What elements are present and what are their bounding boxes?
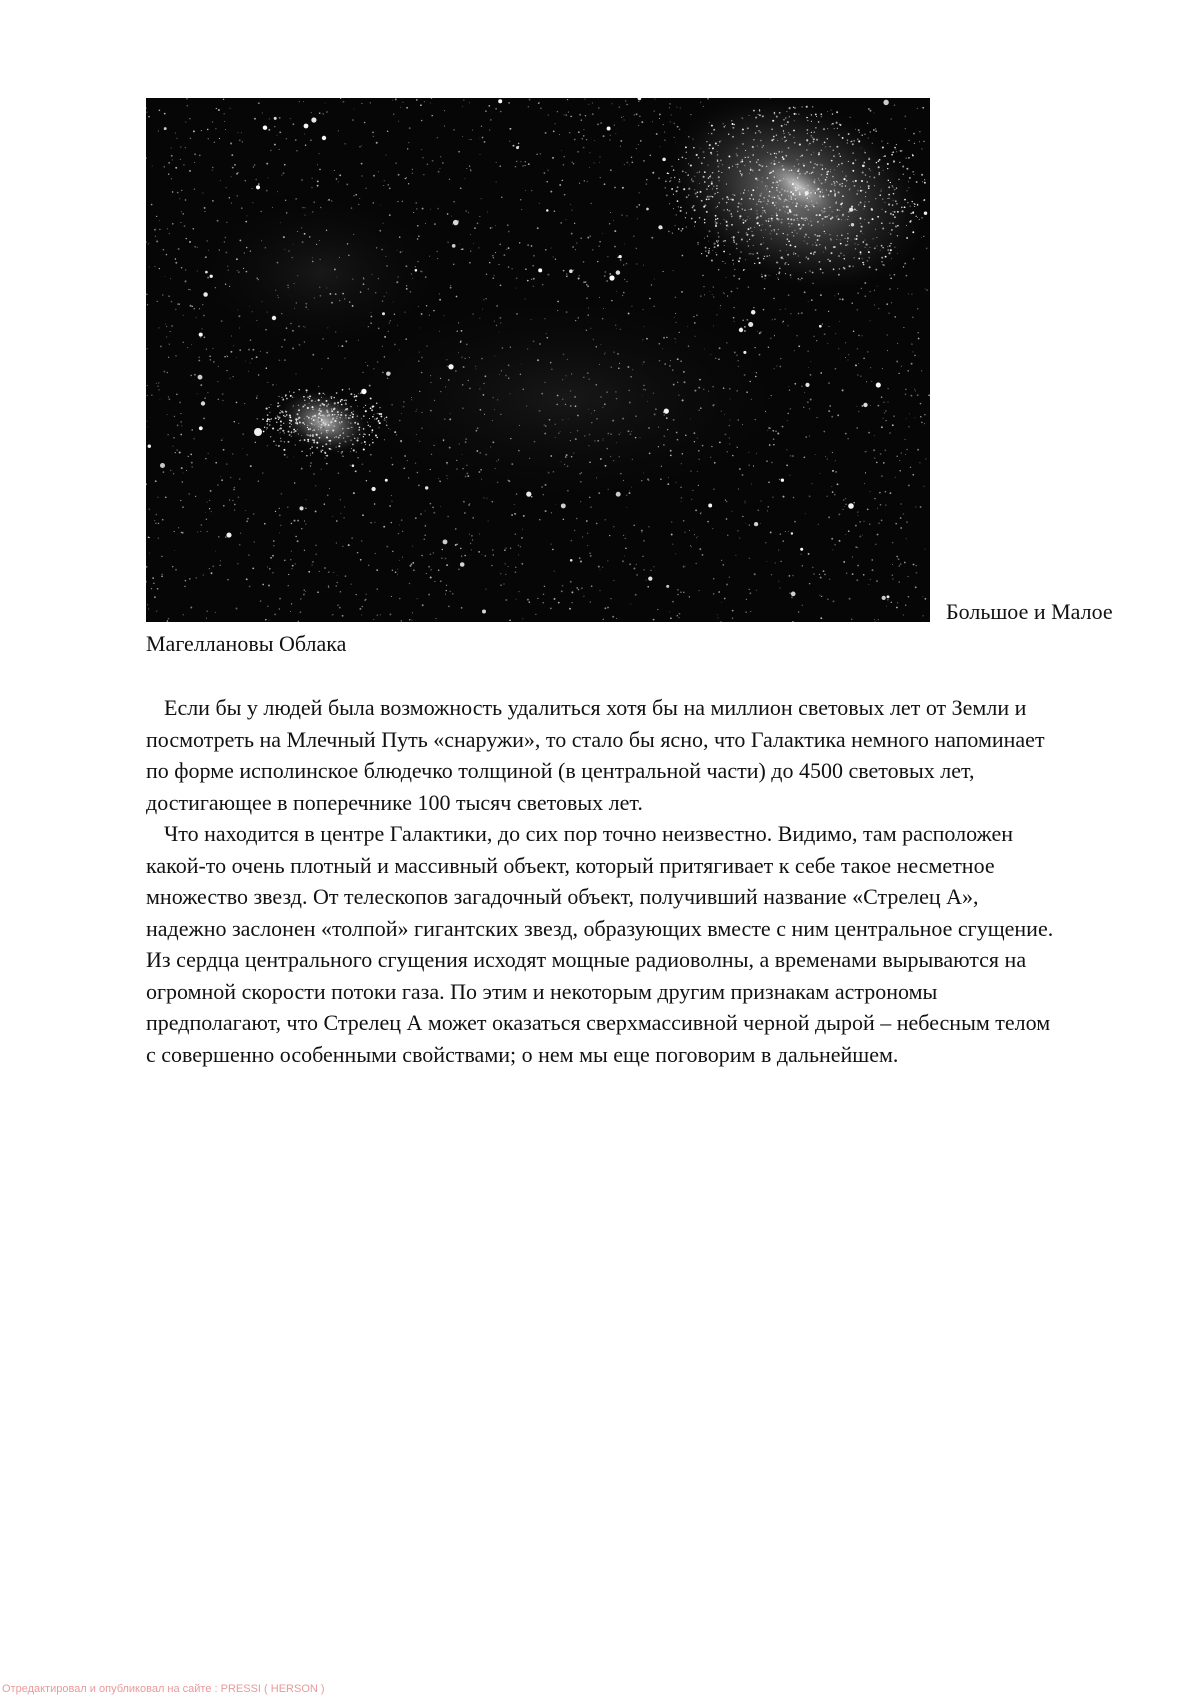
paragraph-2-line-6: огромной скорости потоки газа. По этим и некоторым другим признакам астрономы [146, 978, 938, 1004]
body-text [146, 692, 1136, 1070]
paragraph-2-line-1: Что находится в центре Галактики, до сих пор точно неизвестно. Видимо, там расположен [164, 821, 1014, 846]
magellanic-clouds-photo [146, 98, 930, 622]
paragraph-2-line-8: с совершенно особенными свойствами; о нем мы еще поговорим в дальнейшем. [146, 1041, 899, 1067]
paragraph-2-line-2: какой-то очень плотный и массивный объект, который притягивает к себе такое несметное [146, 852, 995, 878]
paragraph-2-line-3: множество звезд. От телескопов загадочный объект, получивший название «Стрелец А», [146, 884, 979, 909]
paragraph-2-line-4: надежно заслонен «толпой» гигантских звезд, образующих вместе с ним центральное сгущение. [146, 915, 1054, 941]
paragraph-1-line-4: достигающее в поперечнике 100 тысяч световых лет. [146, 789, 643, 815]
paragraph-1-line-3: по форме исполинское блюдечко толщиной (в центральной части) до 4500 световых лет, [146, 758, 975, 783]
paragraph-2-line-7: предполагают, что Стрелец А может оказаться сверхмассивной черной дырой – небесным телом [146, 1010, 1051, 1035]
paragraph-1-line-1: Если бы у людей была возможность удалиться хотя бы на миллион световых лет от Земли и [164, 695, 1027, 720]
paragraph-2-line-5: Из сердца центрального сгущения исходят мощные радиоволны, а временами вырываются на [146, 947, 1027, 972]
figure-caption-start: Большое и Малое [946, 599, 1113, 624]
figure-caption-end: Магеллановы Облака [146, 631, 347, 656]
starfield-image [146, 98, 930, 622]
footer-credit: Отредактировал и опубликовал на сайте : PRESSI ( HERSON ) [2, 1683, 325, 1695]
paragraph-1-line-2: посмотреть на Млечный Путь «снаружи», то стало бы ясно, что Галактика немного напоминает [146, 726, 1045, 752]
